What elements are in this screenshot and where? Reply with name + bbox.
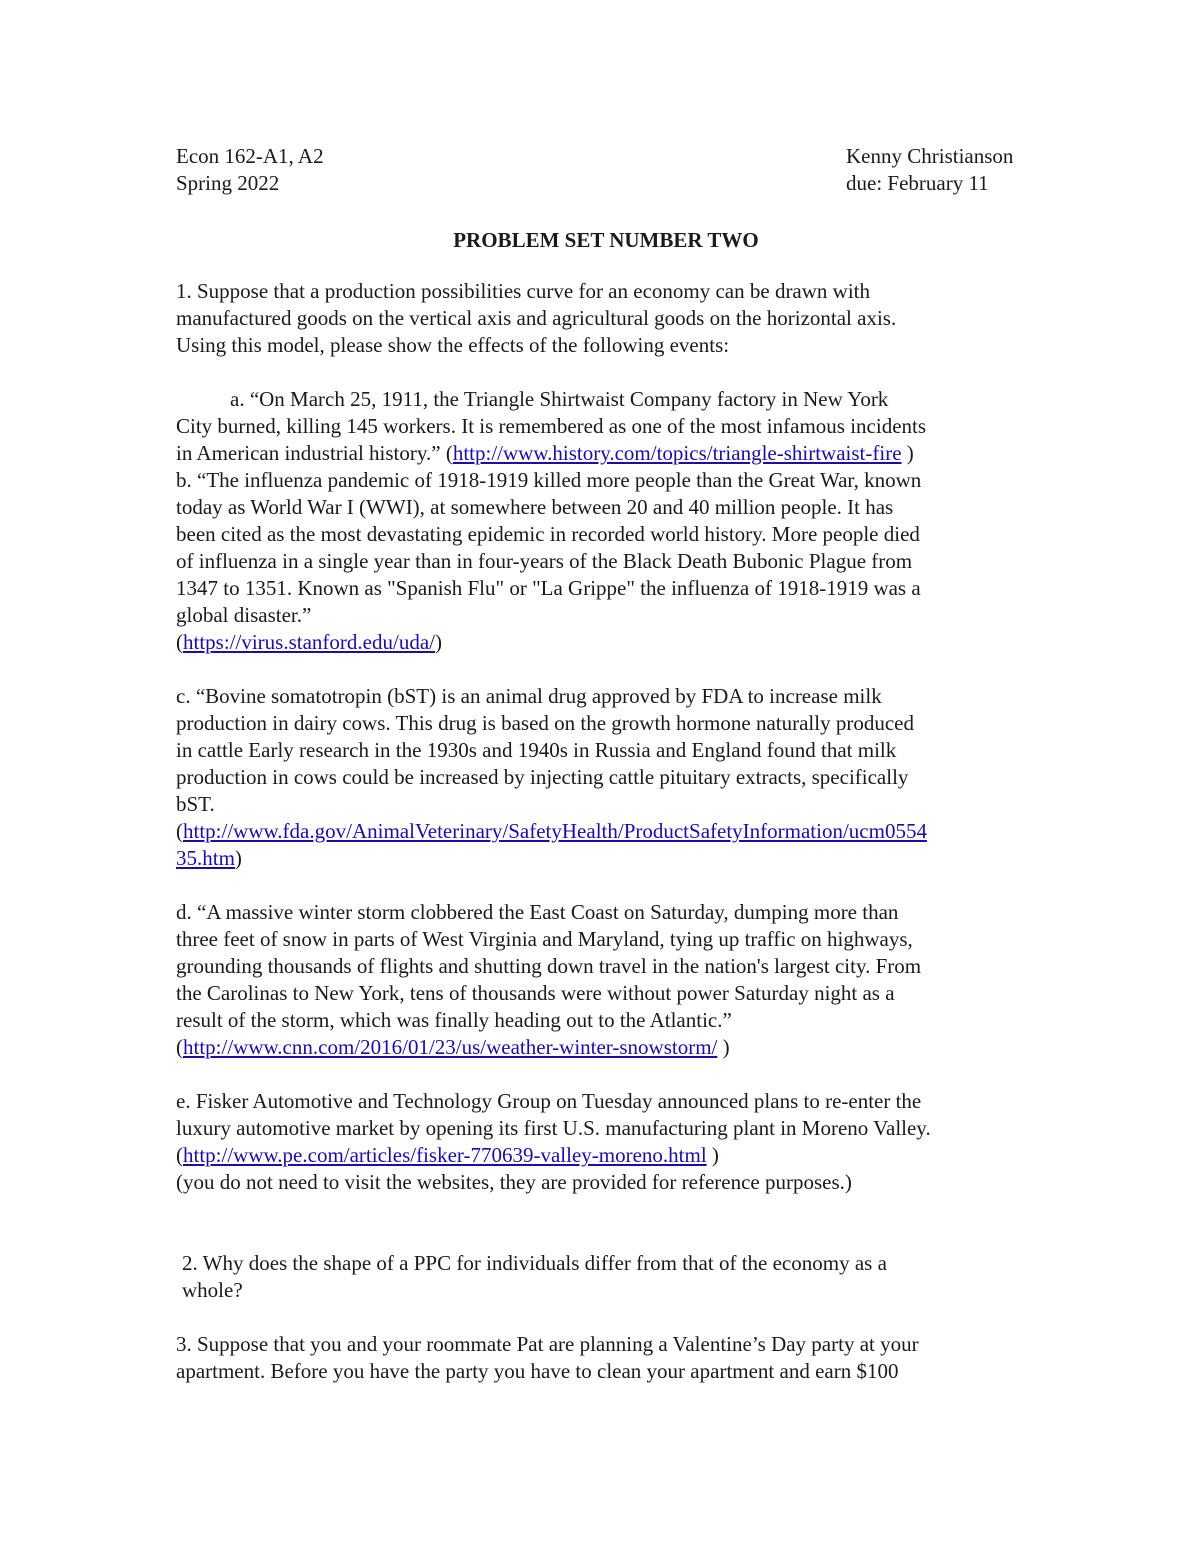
q1b-line: b. “The influenza pandemic of 1918-1919 killed more people than the Great War, known — [176, 468, 922, 492]
link-fda-continued[interactable]: 35.htm — [176, 846, 235, 870]
q1a-line-end: ) — [901, 441, 914, 465]
q1b-line: of influenza in a single year than in four-years of the Black Death Bubonic Plague from — [176, 549, 913, 573]
link-virus-stanford[interactable]: https://virus.stanford.edu/uda/ — [183, 630, 435, 654]
q1b-line: 1347 to 1351. Known as "Spanish Flu" or "La Grippe" the influenza of 1918-1919 was a — [176, 576, 921, 600]
q1-part-a — [176, 386, 1036, 467]
header-row-1 — [176, 143, 1036, 170]
question-1 — [176, 278, 1036, 1196]
paren-close: ) — [434, 630, 442, 654]
q1-part-c — [176, 683, 1036, 872]
q1d-line: three feet of snow in parts of West Virginia and Maryland, tying up traffic on highways, — [176, 927, 913, 951]
q1c-line: production in dairy cows. This drug is based on the growth hormone naturally produced — [176, 711, 914, 735]
link-fda[interactable]: http://www.fda.gov/AnimalVeterinary/SafetyHealth/ProductSafetyInformation/ucm0554 — [183, 819, 927, 843]
q1-intro-line: 1. Suppose that a production possibilities curve for an economy can be drawn with — [176, 279, 871, 303]
paren-close: ) — [706, 1143, 719, 1167]
course-name: Econ 162-A1, A2 — [176, 144, 324, 168]
q1-intro-line: Using this model, please show the effects of the following events: — [176, 333, 730, 357]
link-pe[interactable]: http://www.pe.com/articles/fisker-770639-valley-moreno.html — [183, 1143, 707, 1167]
q1e-line: e. Fisker Automotive and Technology Group on Tuesday announced plans to re-enter the — [176, 1089, 922, 1113]
link-triangle-shirtwaist[interactable]: http://www.history.com/topics/triangle-shirtwaist-fire — [452, 441, 902, 465]
paren-close: ) — [234, 846, 242, 870]
paren-open: ( — [176, 630, 183, 654]
instructor-name: Kenny Christianson — [846, 144, 1014, 168]
document-page — [176, 143, 1036, 1385]
due-date: due: February 11 — [846, 171, 989, 195]
q1-intro-line: manufactured goods on the vertical axis and agricultural goods on the horizontal axis. — [176, 306, 897, 330]
q1a-line: in American industrial history.” ( — [176, 441, 453, 465]
question-2 — [176, 1250, 1036, 1304]
q3-line: apartment. Before you have the party you have to clean your apartment and earn $100 — [176, 1359, 899, 1383]
link-cnn[interactable]: http://www.cnn.com/2016/01/23/us/weather-winter-snowstorm/ — [183, 1035, 718, 1059]
q1e-line: luxury automotive market by opening its first U.S. manufacturing plant in Moreno Valley. — [176, 1116, 931, 1140]
document-title: PROBLEM SET NUMBER TWO — [453, 228, 759, 252]
paren-close: ) — [717, 1035, 730, 1059]
q1d-line: result of the storm, which was finally heading out to the Atlantic.” — [176, 1008, 732, 1032]
q1b-line: today as World War I (WWI), at somewhere between 20 and 40 million people. It has — [176, 495, 894, 519]
reference-note: (you do not need to visit the websites, they are provided for reference purposes.) — [176, 1170, 852, 1194]
q1a-line: City burned, killing 145 workers. It is remembered as one of the most infamous incidents — [176, 414, 927, 438]
q1c-line: in cattle Early research in the 1930s and 1940s in Russia and England found that milk — [176, 738, 897, 762]
paren-open: ( — [176, 1035, 183, 1059]
q1d-line: grounding thousands of flights and shutting down travel in the nation's largest city. From — [176, 954, 922, 978]
q1-part-b — [176, 467, 1036, 656]
q1c-line: bST. — [176, 792, 215, 816]
q1-part-d — [176, 899, 1036, 1061]
q1b-line: global disaster.” — [176, 603, 312, 627]
paren-open: ( — [176, 819, 183, 843]
q1c-line: production in cows could be increased by injecting cattle pituitary extracts, specifically — [176, 765, 909, 789]
term: Spring 2022 — [176, 171, 280, 195]
paren-open: ( — [176, 1143, 183, 1167]
q1-part-e — [176, 1088, 1036, 1196]
q2-line: 2. Why does the shape of a PPC for individuals differ from that of the economy as a — [182, 1251, 887, 1275]
header-row-2 — [176, 170, 1036, 197]
q1b-line: been cited as the most devastating epidemic in recorded world history. More people died — [176, 522, 920, 546]
q3-line: 3. Suppose that you and your roommate Pat are planning a Valentine’s Day party at your — [176, 1332, 919, 1356]
q1a-line: a. “On March 25, 1911, the Triangle Shirtwaist Company factory in New York — [230, 387, 889, 411]
q2-line: whole? — [182, 1278, 243, 1302]
q1d-line: d. “A massive winter storm clobbered the East Coast on Saturday, dumping more than — [176, 900, 899, 924]
q1c-line: c. “Bovine somatotropin (bST) is an animal drug approved by FDA to increase milk — [176, 684, 882, 708]
question-3 — [176, 1331, 1036, 1385]
q1d-line: the Carolinas to New York, tens of thousands were without power Saturday night as a — [176, 981, 895, 1005]
